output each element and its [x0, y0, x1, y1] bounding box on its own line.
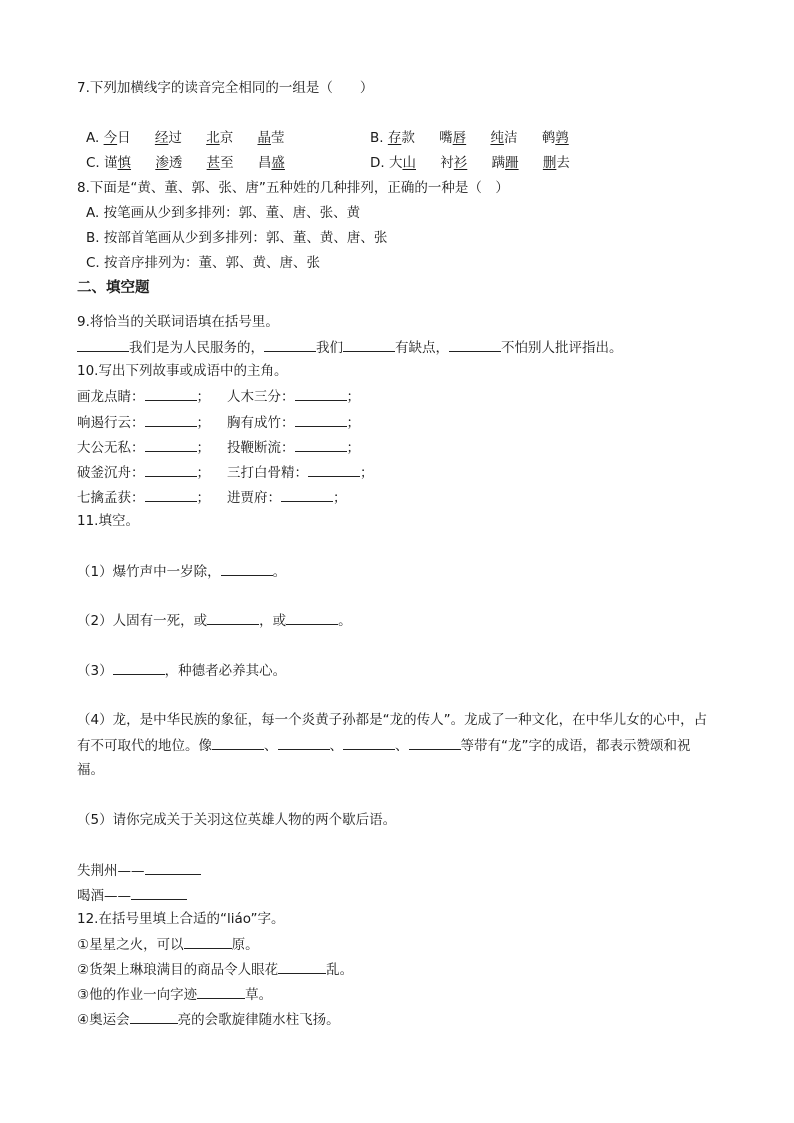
- option-word: 删去: [542, 155, 570, 171]
- fill-blank[interactable]: [130, 1009, 178, 1024]
- option-word: 北京: [206, 130, 234, 146]
- q7-option-b[interactable]: [370, 128, 589, 148]
- option-word: 经过: [154, 130, 182, 146]
- fill-blank[interactable]: [264, 337, 316, 352]
- fill-blank[interactable]: [343, 337, 395, 352]
- q8-stem: 8.下面是“黄、董、郭、张、唐”五种姓的几种排列，正确的一种是（ ）: [77, 180, 509, 196]
- option-word: 衬衫: [440, 155, 468, 171]
- q10-stem: 10.写出下列故事或成语中的主角。: [77, 363, 288, 379]
- option-word: 昌盛: [257, 155, 285, 171]
- option-word: 存款: [387, 130, 415, 146]
- fill-blank[interactable]: [197, 984, 245, 999]
- option-word: 渗透: [155, 155, 183, 171]
- q9-stem: 9.将恰当的关联词语填在括号里。: [77, 314, 279, 330]
- q9-line: 我们是为人民服务的， 我们 有缺点， 不怕别人批评指出。: [77, 337, 623, 358]
- q10-row: 大公无私： ； 投鞭断流： ；: [77, 437, 360, 458]
- q8-option-b[interactable]: B. 按部首笔画从少到多排列：郭、董、黄、唐、张: [86, 230, 388, 246]
- option-word: 晶莹: [257, 130, 285, 146]
- option-word: 今日: [103, 130, 131, 146]
- q7-option-d[interactable]: [370, 153, 590, 173]
- option-letter: B.: [370, 130, 384, 146]
- q10-row: 画龙点睛： ； 人木三分： ；: [77, 386, 360, 407]
- fill-blank[interactable]: [449, 337, 501, 352]
- q11-xiehouyu-1: 失荆州——: [77, 860, 201, 881]
- q11-sub5: （5）请你完成关于关羽这位英雄人物的两个歇后语。: [77, 812, 397, 828]
- fill-blank[interactable]: [145, 412, 197, 427]
- q12-stem: 12.在括号里填上合适的“liáo”字。: [77, 911, 285, 927]
- option-word: 鹌鹑: [541, 130, 569, 146]
- fill-blank[interactable]: [145, 462, 197, 477]
- fill-blank[interactable]: [212, 735, 264, 750]
- option-word: 甚至: [206, 155, 234, 171]
- fill-blank[interactable]: [343, 735, 395, 750]
- q7-option-a[interactable]: [86, 128, 304, 148]
- fill-blank[interactable]: [113, 660, 165, 675]
- option-word: 大山: [388, 155, 416, 171]
- fill-blank[interactable]: [145, 860, 201, 875]
- option-word: 蹒跚: [491, 155, 519, 171]
- fill-blank[interactable]: [145, 437, 197, 452]
- q12-item: ②货架上琳琅满目的商品令人眼花 乱。: [77, 959, 353, 980]
- option-letter: A.: [86, 130, 100, 146]
- q8-option-c[interactable]: C. 按音序排列为：董、郭、黄、唐、张: [86, 255, 321, 271]
- fill-blank[interactable]: [295, 386, 347, 401]
- fill-blank[interactable]: [145, 386, 197, 401]
- fill-blank[interactable]: [278, 959, 326, 974]
- q11-stem: 11.填空。: [77, 513, 139, 529]
- q12-item: ④奥运会 亮的会歌旋律随水柱飞扬。: [77, 1009, 340, 1030]
- option-word: 谨慎: [104, 155, 132, 171]
- fill-blank[interactable]: [295, 412, 347, 427]
- fill-blank[interactable]: [77, 337, 129, 352]
- fill-blank[interactable]: [295, 437, 347, 452]
- q12-item: ①星星之火，可以 原。: [77, 934, 259, 955]
- fill-blank[interactable]: [221, 561, 273, 576]
- q11-sub3: （3） ，种德者必养其心。: [77, 660, 286, 681]
- fill-blank[interactable]: [145, 487, 197, 502]
- option-letter: C.: [86, 155, 100, 171]
- fill-blank[interactable]: [409, 735, 461, 750]
- fill-blank[interactable]: [184, 934, 232, 949]
- fill-blank[interactable]: [207, 610, 259, 625]
- fill-blank[interactable]: [131, 885, 187, 900]
- q7-stem: 7.下列加横线字的读音完全相同的一组是（ ）: [77, 80, 374, 96]
- option-letter: D.: [370, 155, 385, 171]
- option-word: 嘴唇: [439, 130, 467, 146]
- fill-blank[interactable]: [286, 610, 338, 625]
- q11-sub4-line1: （4）龙，是中华民族的象征，每一个炎黄子孙都是“龙的传人”。龙成了一种文化，在中华儿女的心中，占: [77, 712, 708, 728]
- q10-row: 七擒孟获： ； 进贾府： ；: [77, 487, 347, 508]
- q12-item: ③他的作业一向字迹 草。: [77, 984, 272, 1005]
- fill-blank[interactable]: [281, 487, 333, 502]
- fill-blank[interactable]: [308, 462, 360, 477]
- q8-option-a[interactable]: A. 按笔画从少到多排列：郭、董、唐、张、黄: [86, 205, 361, 221]
- q11-sub4-line3: 福。: [77, 762, 104, 778]
- section-heading: 二、填空题: [77, 280, 150, 296]
- q7-option-c[interactable]: [86, 153, 305, 173]
- q11-sub4-line2: 有不可取代的地位。像 、 、 、 等带有“龙”字的成语，都表示赞颂和祝: [77, 735, 691, 756]
- q10-row: 响遏行云： ； 胸有成竹： ；: [77, 412, 360, 433]
- option-word: 纯洁: [490, 130, 518, 146]
- q11-xiehouyu-2: 喝酒——: [77, 885, 187, 906]
- q11-sub1: （1）爆竹声中一岁除， 。: [77, 561, 286, 582]
- q10-row: 破釜沉舟： ； 三打白骨精： ；: [77, 462, 374, 483]
- q11-sub2: （2）人固有一死，或 ，或 。: [77, 610, 352, 631]
- fill-blank[interactable]: [278, 735, 330, 750]
